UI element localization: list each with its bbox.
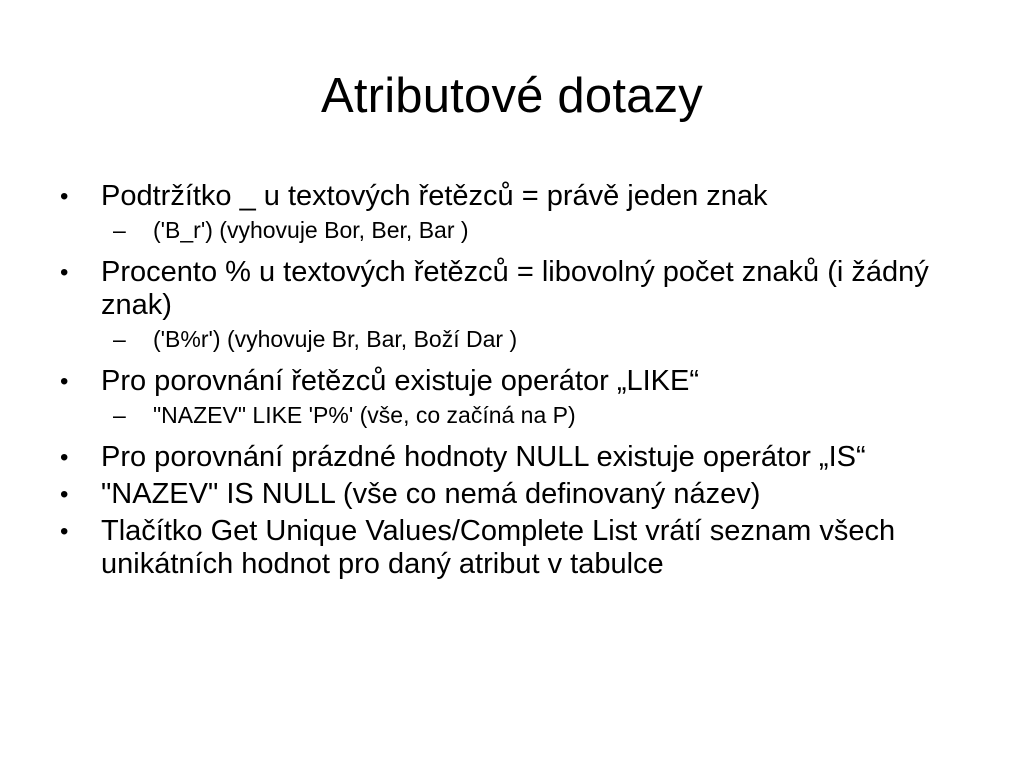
bullet-item bbox=[60, 365, 960, 398]
bullet-text: Procento % u textových řetězců = libovolný počet znaků (i žádný znak) bbox=[101, 256, 929, 321]
bullet-marker: • bbox=[60, 259, 69, 286]
slide-title: Atributové dotazy bbox=[320, 69, 703, 123]
bullet-text: Tlačítko Get Unique Values/Complete List vrátí seznam všech unikátních hodnot pro daný atribut v tabulce bbox=[101, 515, 896, 580]
bullet-marker: • bbox=[60, 368, 69, 395]
sub-bullet-item bbox=[60, 400, 960, 431]
bullet-text: Pro porovnání řetězců existuje operátor „LIKE“ bbox=[101, 365, 700, 397]
sub-bullet-text: ('B%r') (vyhovuje Br, Bar, Boží Dar ) bbox=[153, 326, 518, 352]
bullet-marker: • bbox=[60, 518, 69, 545]
bullet-item bbox=[60, 256, 960, 322]
bullet-item bbox=[60, 441, 960, 474]
sub-bullet-item bbox=[60, 215, 960, 246]
sub-bullet-marker: – bbox=[113, 217, 126, 243]
slide-content bbox=[60, 180, 960, 585]
sub-bullet-marker: – bbox=[113, 402, 126, 428]
bullet-marker: • bbox=[60, 481, 69, 508]
sub-bullet-item bbox=[60, 324, 960, 355]
bullet-item bbox=[60, 180, 960, 213]
bullet-marker: • bbox=[60, 183, 69, 210]
bullet-text: Podtržítko _ u textových řetězců = právě jeden znak bbox=[101, 180, 768, 212]
sub-bullet-marker: – bbox=[113, 326, 126, 352]
bullet-item bbox=[60, 478, 960, 511]
bullet-item bbox=[60, 515, 960, 581]
sub-bullet-text: "NAZEV" LIKE 'P%' (vše, co začíná na P) bbox=[153, 402, 576, 428]
bullet-marker: • bbox=[60, 444, 69, 471]
sub-bullet-text: ('B_r') (vyhovuje Bor, Ber, Bar ) bbox=[153, 217, 469, 243]
bullet-text: Pro porovnání prázdné hodnoty NULL existuje operátor „IS“ bbox=[101, 441, 866, 473]
bullet-text: "NAZEV" IS NULL (vše co nemá definovaný název) bbox=[101, 478, 761, 510]
